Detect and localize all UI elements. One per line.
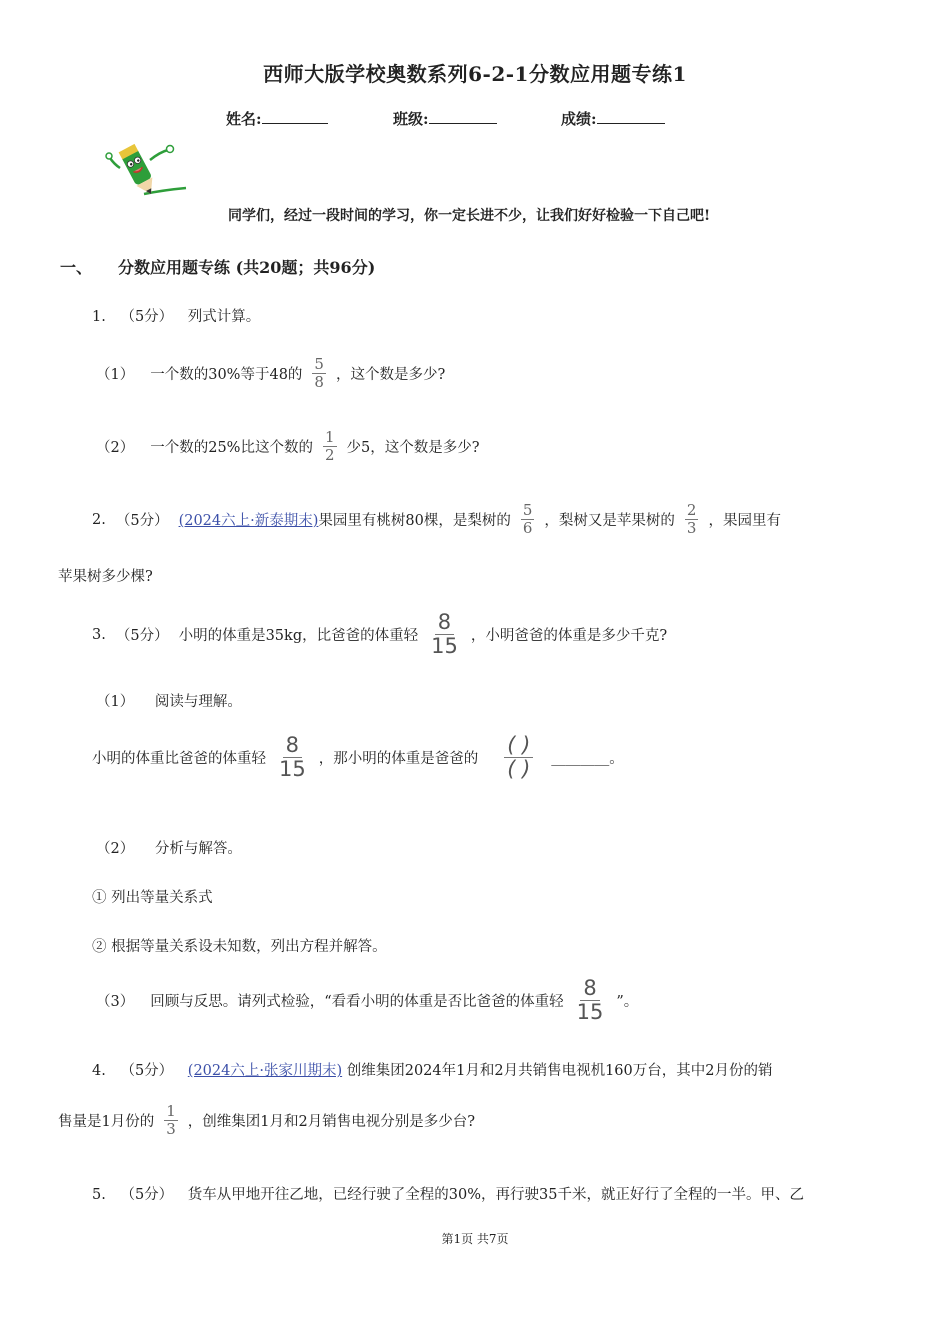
question-3-sub-2: [96, 837, 242, 858]
fraction-8-15: [428, 612, 461, 657]
fraction-numerator: 1: [324, 428, 335, 446]
fraction-denominator: 15: [576, 1000, 604, 1024]
fraction-5-6: [521, 503, 535, 536]
name-field: [226, 108, 328, 129]
sub-text: 分析与解答。: [154, 841, 242, 857]
question-3-sub-3: [96, 978, 638, 1023]
question-score: （5分）: [120, 1187, 174, 1203]
question-score: （5分）: [120, 1063, 174, 1079]
question-number: 3.: [92, 626, 106, 643]
fraction-numerator: 5: [314, 355, 324, 373]
question-text: 列式计算。: [187, 309, 261, 325]
score-field: [561, 108, 665, 129]
question-1: [92, 305, 260, 326]
pencil-mascot-icon: [104, 138, 194, 206]
question-3-step-2: ② 根据等量关系设未知数，列出方程并解答。: [92, 939, 387, 955]
sub-label: （1）: [96, 694, 135, 710]
question-3-step-1: ① 列出等量关系式: [92, 890, 213, 906]
section-number: 一、: [60, 258, 93, 277]
page-footer: 第1页 共7页: [441, 1232, 509, 1246]
sub-text-after: 少5，这个数是多少?: [346, 440, 480, 456]
class-field: [393, 108, 497, 129]
fraction-denominator: 2: [324, 446, 335, 464]
score-label: 成绩:: [561, 110, 597, 128]
question-score: （5分）: [115, 513, 169, 529]
section-title: 分数应用题专练 (共20题；共96分): [118, 258, 376, 277]
fill-text-middle: ，那小明的体重是爸爸的: [318, 751, 479, 767]
fill-text-end: 。: [609, 751, 624, 767]
question-1-sub-1: [96, 357, 445, 390]
question-number: 2.: [92, 511, 106, 528]
question-text: 创维集团2024年1月和2月共销售电视机160万台，其中2月份的销: [346, 1063, 773, 1079]
fill-text-before: 小明的体重比爸爸的体重轻: [92, 751, 266, 767]
question-1-sub-2: [96, 430, 480, 463]
fraction-numerator: 2: [686, 501, 697, 519]
source-link[interactable]: (2024六上·张家川期末): [187, 1063, 343, 1079]
fraction-denominator: 15: [431, 634, 458, 658]
fraction-numerator: 8: [435, 612, 454, 635]
class-blank[interactable]: [429, 109, 497, 124]
question-3-sub-1: [96, 690, 242, 711]
question-2-line-2: 苹果树多少棵?: [58, 569, 153, 585]
sub-label: （2）: [96, 841, 135, 857]
question-text-before: 小明的体重是35kg，比爸爸的体重轻: [178, 628, 419, 644]
sub-text-after: ，这个数是多少?: [335, 367, 446, 383]
name-blank[interactable]: [262, 109, 328, 124]
fraction-denominator: 8: [314, 373, 324, 391]
question-5: [92, 1183, 804, 1204]
name-label: 姓名:: [226, 110, 262, 128]
sub-text-after: ”。: [616, 994, 639, 1010]
question-4-line-2: [58, 1104, 475, 1137]
question-text: 货车从甲地开往乙地，已经行驶了全程的30%，再行驶35千米，就正好行了全程的一半。甲、乙: [187, 1187, 804, 1203]
fraction-8-15: [276, 735, 309, 780]
line-text-before: 售量是1月份的: [58, 1114, 155, 1130]
question-score: （5分）: [120, 309, 174, 325]
fraction-1-2: [323, 430, 337, 463]
fraction-numerator: 8: [283, 735, 302, 758]
question-3: [92, 612, 667, 657]
blank-numerator: ( ): [504, 735, 533, 758]
fraction-8-15: [574, 978, 607, 1023]
sub-label: （2）: [96, 440, 135, 456]
fraction-2-3: [685, 503, 699, 536]
question-text-middle: ，梨树又是苹果树的: [544, 513, 675, 529]
answer-blank[interactable]: ________: [551, 749, 610, 766]
source-link[interactable]: (2024六上·新泰期末): [178, 513, 319, 529]
sub-text: 阅读与理解。: [154, 694, 242, 710]
blank-denominator: ( ): [507, 757, 531, 781]
sub-text-before: 一个数的30%等于48的: [150, 367, 303, 383]
sub-label: （1）: [96, 367, 135, 383]
question-number: 5.: [92, 1187, 106, 1203]
question-3-fill-blank: [92, 735, 624, 780]
fraction-denominator: 15: [279, 757, 306, 781]
fraction-denominator: 3: [686, 519, 697, 537]
question-text-after: ，小明爸爸的体重是多少千克?: [470, 628, 668, 644]
question-text-before: 果园里有桃树80棵，是梨树的: [318, 513, 511, 529]
class-label: 班级:: [393, 110, 429, 128]
question-text-after: ，果园里有: [708, 513, 781, 529]
question-number: 4.: [92, 1063, 106, 1079]
blank-fraction[interactable]: [504, 735, 533, 780]
greeting-text: 同学们，经过一段时间的学习，你一定长进不少，让我们好好检验一下自己吧!: [228, 208, 711, 224]
sub-label: （3）: [96, 994, 135, 1010]
fraction-1-3: [164, 1104, 178, 1137]
sub-text-before: 一个数的25%比这个数的: [150, 440, 313, 456]
question-4: [92, 1059, 773, 1080]
score-blank[interactable]: [597, 109, 665, 124]
fraction-denominator: 3: [166, 1120, 176, 1138]
fraction-numerator: 1: [166, 1102, 176, 1120]
fraction-5-8: [312, 357, 326, 390]
fraction-numerator: 8: [580, 978, 599, 1001]
fraction-denominator: 6: [522, 519, 533, 537]
question-number: 1.: [92, 309, 106, 325]
page-title: 西师大版学校奥数系列6-2-1分数应用题专练1: [263, 62, 687, 86]
sub-text-before: 回顾与反思。请列式检验，“看看小明的体重是否比爸爸的体重轻: [150, 994, 564, 1010]
fraction-numerator: 5: [522, 501, 533, 519]
line-text-after: ，创维集团1月和2月销售电视分别是多少台?: [187, 1114, 476, 1130]
question-2: [92, 503, 781, 536]
question-score: （5分）: [115, 628, 169, 644]
section-heading: [60, 255, 375, 278]
